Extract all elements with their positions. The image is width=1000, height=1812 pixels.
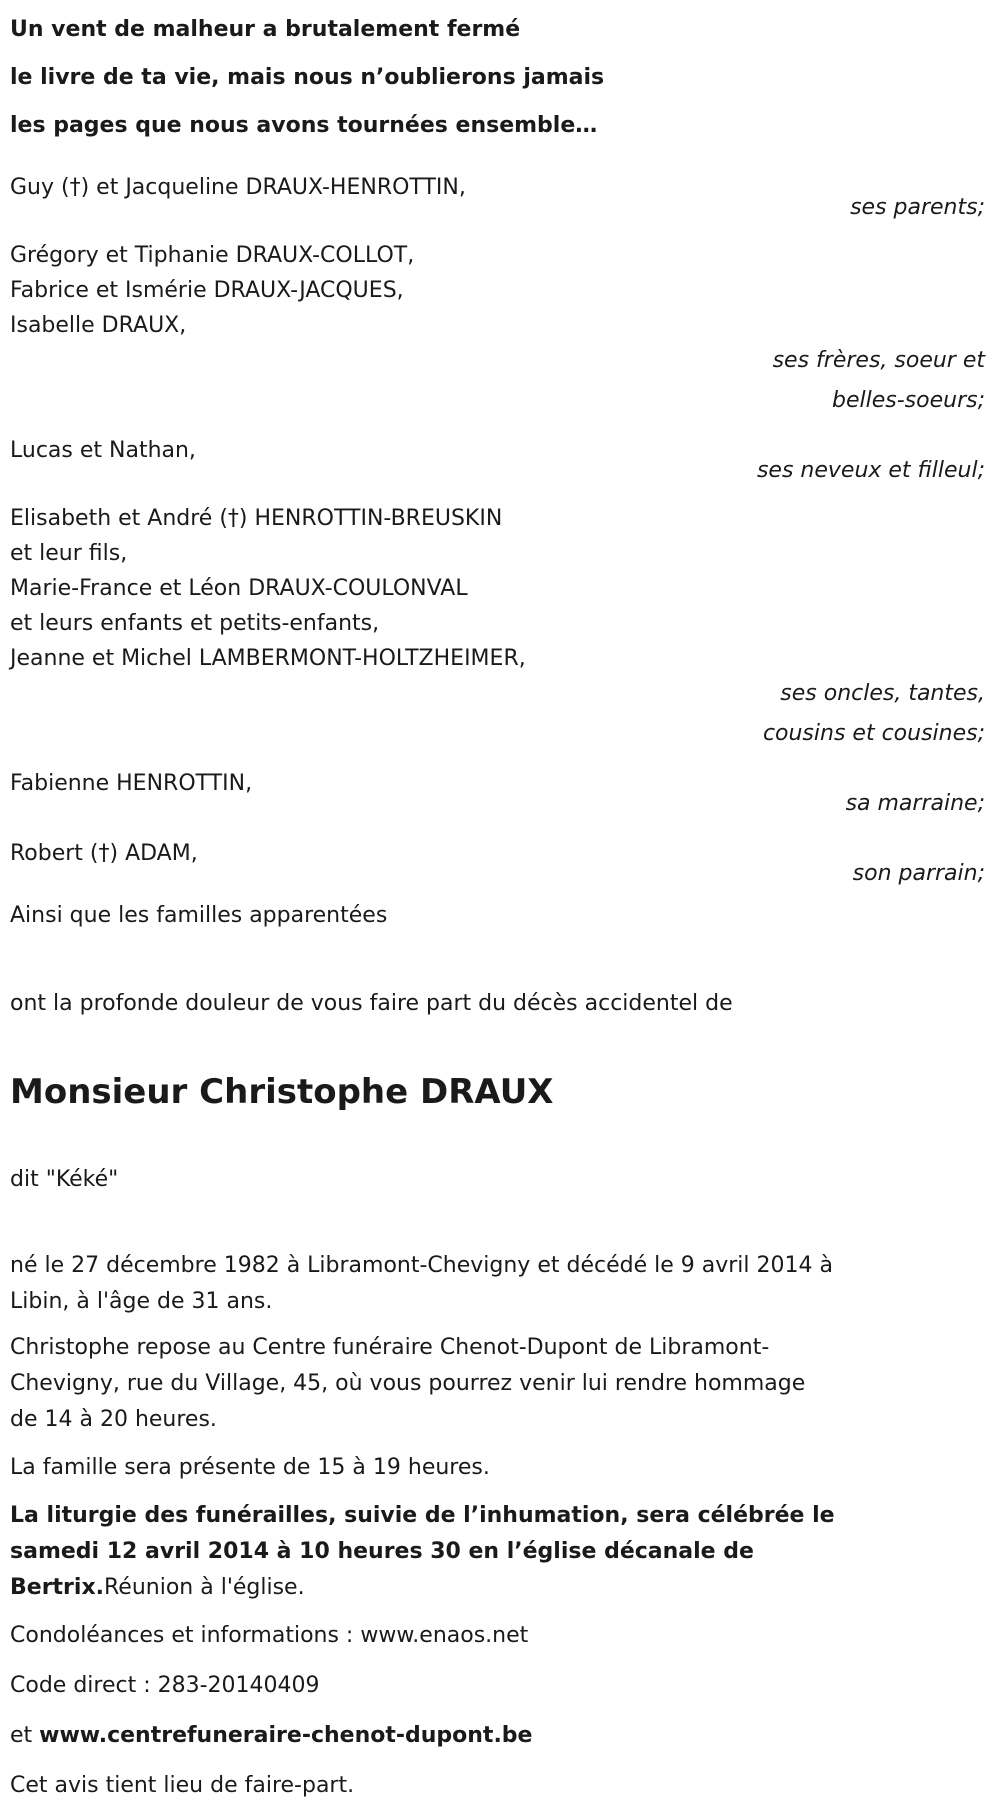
relation-label: belles-soeurs;: [832, 388, 985, 413]
closing-line: Cet avis tient lieu de faire-part.: [10, 1773, 355, 1798]
family-line: et leur fils,: [10, 541, 128, 566]
family-line: Fabienne HENROTTIN,: [10, 771, 253, 796]
liturgy-info: [10, 1498, 990, 1606]
quote-line: Un vent de malheur a brutalement fermé: [10, 17, 521, 42]
info-line: Libin, à l'âge de 31 ans.: [10, 1289, 273, 1314]
quote-line: les pages que nous avons tournées ensemble…: [10, 113, 598, 138]
family-line: Elisabeth et André (†) HENROTTIN-BREUSKIN: [10, 506, 503, 531]
family-line: Lucas et Nathan,: [10, 438, 196, 463]
quote-line: le livre de ta vie, mais nous n’oublierons jamais: [10, 65, 605, 90]
info-line: samedi 12 avril 2014 à 10 heures 30 en l’église décanale de: [10, 1539, 754, 1564]
families-line: Ainsi que les familles apparentées: [10, 903, 388, 928]
family-line: Isabelle DRAUX,: [10, 313, 187, 338]
family-line: et leurs enfants et petits-enfants,: [10, 611, 380, 636]
family-line: Marie-France et Léon DRAUX-COULONVAL: [10, 576, 468, 601]
website-prefix: et: [10, 1723, 40, 1748]
nickname: dit "Kéké": [10, 1167, 119, 1192]
website-line: [10, 1716, 990, 1756]
siblings-group: [10, 238, 990, 421]
direct-code: Code direct : 283-20140409: [10, 1673, 320, 1698]
relation-label: ses frères, soeur et: [772, 348, 985, 373]
relation-label: ses neveux et filleul;: [756, 458, 985, 483]
birth-death-info: [10, 1248, 990, 1320]
opening-quote: [10, 6, 990, 150]
family-presence: La famille sera présente de 15 à 19 heures.: [10, 1455, 490, 1480]
condolences-line: Condoléances et informations : www.enaos.net: [10, 1623, 529, 1648]
info-line: Chevigny, rue du Village, 45, où vous pourrez venir lui rendre hommage: [10, 1371, 806, 1396]
family-line: Grégory et Tiphanie DRAUX-COLLOT,: [10, 243, 415, 268]
info-line: né le 27 décembre 1982 à Libramont-Chevigny et décédé le 9 avril 2014 à: [10, 1253, 833, 1278]
family-line: Guy (†) et Jacqueline DRAUX-HENROTTIN,: [10, 175, 466, 200]
relation-label: sa marraine;: [845, 791, 985, 816]
nephews-group: [10, 431, 990, 491]
info-line: La liturgie des funérailles, suivie de l’inhumation, sera célébrée le: [10, 1503, 835, 1528]
relation-label: cousins et cousines;: [762, 721, 985, 746]
family-line: Jeanne et Michel LAMBERMONT-HOLTZHEIMER,: [10, 646, 526, 671]
announcement-text: ont la profonde douleur de vous faire part du décès accidentel de: [10, 991, 733, 1016]
godfather-group: [10, 834, 990, 894]
parents-group: [10, 168, 990, 228]
deceased-name: Monsieur Christophe DRAUX: [10, 1072, 554, 1112]
info-line: Bertrix.: [10, 1575, 104, 1600]
godmother-group: [10, 764, 990, 824]
info-line: de 14 à 20 heures.: [10, 1407, 217, 1432]
family-line: Robert (†) ADAM,: [10, 841, 198, 866]
relation-label: ses parents;: [850, 195, 985, 220]
website-link[interactable]: www.centrefuneraire-chenot-dupont.be: [39, 1723, 533, 1748]
uncles-aunts-group: [10, 501, 990, 754]
family-line: Fabrice et Ismérie DRAUX-JACQUES,: [10, 278, 404, 303]
meeting-text: Réunion à l'église.: [104, 1575, 305, 1600]
relation-label: son parrain;: [852, 861, 985, 886]
relation-label: ses oncles, tantes,: [780, 681, 985, 706]
repose-info: [10, 1330, 990, 1438]
info-line: Christophe repose au Centre funéraire Chenot-Dupont de Libramont-: [10, 1335, 770, 1360]
